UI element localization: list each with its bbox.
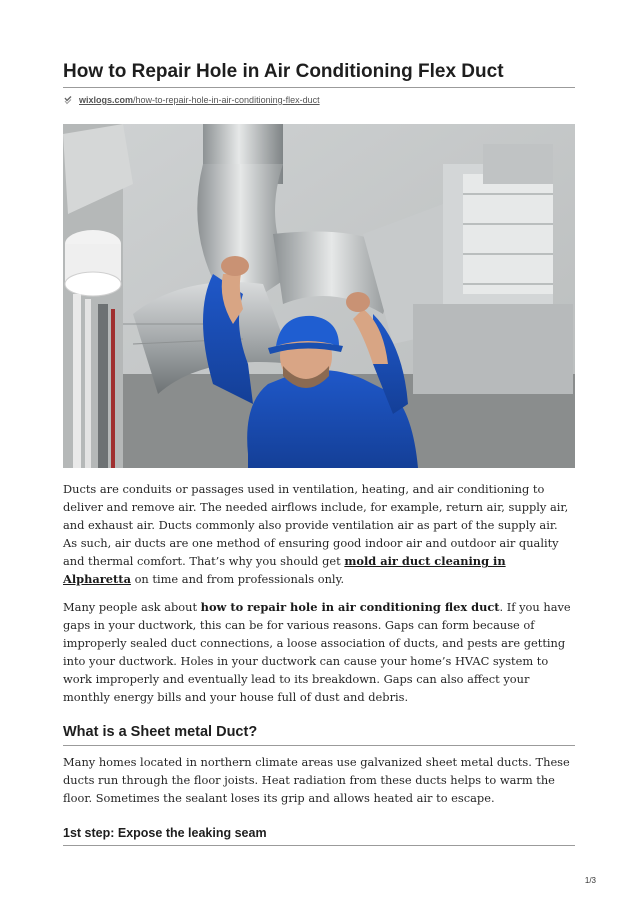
- hero-image: [63, 124, 575, 468]
- sheet-metal-paragraph: Many homes located in northern climate areas use galvanized sheet metal ducts. These ducts run through the floor joists. Heat radiation from these ducts helps to warm the floor. Sometimes the sealant loses its grip and allows heated air to escape.: [63, 755, 570, 806]
- gaps-text-end: . If you have gaps in your ductwork, this can be for various reasons. Gaps can form because of improperly sealed duct connections, a loose association of ducts, and pests are getting into your ductwork. Holes in your ductwork can cause your home’s HVAC system to work improperly and eventually lead to its breakdown. Gaps can also affect your monthly energy bills and your house full of dust and debris.: [63, 600, 571, 705]
- page-title: How to Repair Hole in Air Conditioning Flex Duct: [63, 61, 504, 82]
- section-divider: [63, 745, 575, 746]
- step1-divider: [63, 845, 575, 846]
- intro-text-end: on time and from professionals only.: [130, 572, 345, 587]
- source-path[interactable]: /how-to-repair-hole-in-air-conditioning-flex-duct: [133, 95, 320, 105]
- gaps-bold-phrase: how to repair hole in air conditioning flex duct: [200, 600, 500, 614]
- intro-text: Ducts are conduits or passages used in ventilation, heating, and air conditioning to deliver and remove air. The needed airflows include, for example, return air, supply air, and exhaust air. Ducts commonly also provide ventilation air as part of the supply air. As such, air ducts are one method of ensuring good indoor air and outdoor air quality and thermal comfort. That’s why you should get: [63, 482, 569, 569]
- gaps-paragraph: [63, 598, 575, 707]
- intro-paragraph: [63, 480, 575, 589]
- title-divider: [63, 87, 575, 88]
- page-number: 1/3: [584, 876, 596, 885]
- link-icon: [63, 95, 73, 105]
- hvac-technician-photo: [63, 124, 575, 468]
- source-line: [63, 94, 575, 106]
- gaps-text: Many people ask about: [63, 600, 201, 614]
- source-domain[interactable]: wixlogs.com: [79, 95, 134, 105]
- section-heading-step1: 1st step: Expose the leaking seam: [63, 826, 267, 840]
- alpharetta-link[interactable]: mold air duct cleaning in Alpharetta: [63, 554, 506, 587]
- section-heading-sheet-metal: What is a Sheet metal Duct?: [63, 724, 258, 740]
- source-link[interactable]: [79, 94, 320, 106]
